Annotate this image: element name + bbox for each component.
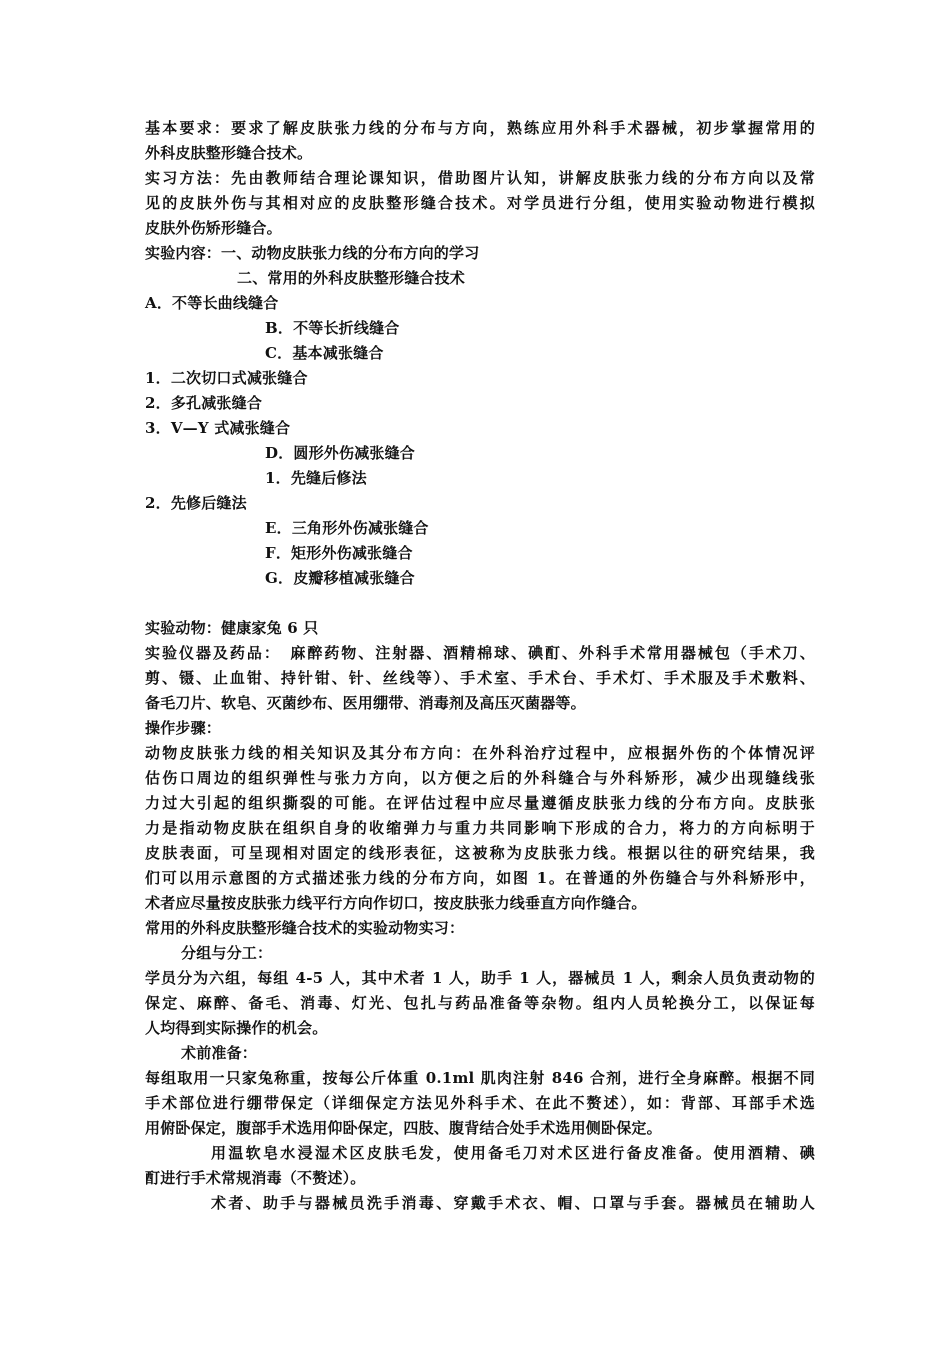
list-item: C．基本减张缝合 <box>265 344 384 362</box>
list-item: F．矩形外伤减张缝合 <box>265 544 413 562</box>
text-line: 动物皮肤张力线的相关知识及其分布方向：在外科治疗过程中，应根据外伤的个体情况评 <box>145 744 815 762</box>
text-line: 剪、镊、止血钳、持针钳、针、丝线等）、手术室、手术台、手术灯、手术服及手术敷料、 <box>145 669 815 687</box>
list-item: G．皮瓣移植减张缝合 <box>265 569 415 587</box>
list-item: 3．V—Y 式减张缝合 <box>145 419 291 437</box>
text-line: 酊进行手术常规消毒（不赘述）。 <box>145 1169 366 1187</box>
text-line: 基本要求：要求了解皮肤张力线的分布与方向，熟练应用外科手术器械，初步掌握常用的 <box>145 119 815 137</box>
section-heading: 常用的外科皮肤整形缝合技术的实验动物实习： <box>145 919 465 937</box>
list-item: B．不等长折线缝合 <box>265 319 400 337</box>
text-line: 保定、麻醉、备毛、消毒、灯光、包扎与药品准备等杂物。组内人员轮换分工，以保证每 <box>145 994 815 1012</box>
text-line: 估伤口周边的组织弹性与张力方向，以方便之后的外科缝合与外科矫形，减少出现缝线张 <box>145 769 815 787</box>
text-line: 皮肤表面，可呈现相对固定的线形表征，这被称为皮肤张力线。根据以往的研究结果，我 <box>145 844 815 862</box>
list-item: 2．多孔减张缝合 <box>145 394 263 412</box>
text-line: 人均得到实际操作的机会。 <box>145 1019 328 1037</box>
text-line: 术者、助手与器械员洗手消毒、穿戴手术衣、帽、口罩与手套。器械员在辅助人 <box>211 1194 815 1212</box>
section-heading: 二、常用的外科皮肤整形缝合技术 <box>237 269 466 287</box>
text-line: 备毛刀片、软皂、灭菌纱布、医用绷带、消毒剂及高压灭菌器等。 <box>145 694 586 712</box>
text-line: 用俯卧保定，腹部手术选用仰卧保定，四肢、腹背结合处手术选用侧卧保定。 <box>145 1119 662 1137</box>
list-item: 1．二次切口式减张缝合 <box>145 369 308 387</box>
text-line: 手术部位进行绷带保定（详细保定方法见外科手术、在此不赘述），如：背部、耳部手术选 <box>145 1094 815 1112</box>
list-item: 1．先缝后修法 <box>265 469 367 487</box>
text-line: 实验动物：健康家兔 6 只 <box>145 619 319 637</box>
text-line: 每组取用一只家兔称重，按每公斤体重 0.1ml 肌肉注射 846 合剂，进行全身麻醉。根据不同 <box>145 1069 815 1087</box>
text-line: 皮肤外伤矫形缝合。 <box>145 219 282 237</box>
text-line: 实习方法：先由教师结合理论课知识，借助图片认知，讲解皮肤张力线的分布方向以及常 <box>145 169 815 187</box>
text-line: 学员分为六组，每组 4-5 人，其中术者 1 人，助手 1 人，器械员 1 人，剩余人员负责动物的 <box>145 969 815 987</box>
subsection-heading: 分组与分工： <box>181 944 273 962</box>
text-line: 术者应尽量按皮肤张力线平行方向作切口，按皮肤张力线垂直方向作缝合。 <box>145 894 647 912</box>
text-line: 见的皮肤外伤与其相对应的皮肤整形缝合技术。对学员进行分组，使用实验动物进行模拟 <box>145 194 815 212</box>
text-line: 们可以用示意图的方式描述张力线的分布方向，如图 1。在普通的外伤缝合与外科矫形中， <box>145 869 815 887</box>
blank-line <box>145 591 815 616</box>
text-line: 用温软皂水浸湿术区皮肤毛发，使用备毛刀对术区进行备皮准备。使用酒精、碘 <box>211 1144 815 1162</box>
text-line: 力是指动物皮肤在组织自身的收缩弹力与重力共同影响下形成的合力，将力的方向标明于 <box>145 819 815 837</box>
text-line: 实验仪器及药品： 麻醉药物、注射器、酒精棉球、碘酊、外科手术常用器械包（手术刀、 <box>145 644 815 662</box>
section-heading: 操作步骤： <box>145 719 222 737</box>
list-item: D．圆形外伤减张缝合 <box>265 444 416 462</box>
text-line: 外科皮肤整形缝合技术。 <box>145 144 313 162</box>
document-body <box>145 116 815 1216</box>
subsection-heading: 术前准备： <box>181 1044 258 1062</box>
section-heading: 实验内容：一、动物皮肤张力线的分布方向的学习 <box>145 244 480 262</box>
list-item: E．三角形外伤减张缝合 <box>265 519 429 537</box>
list-item: A．不等长曲线缝合 <box>145 294 279 312</box>
text-line: 力过大引起的组织撕裂的可能。在评估过程中应尽量遵循皮肤张力线的分布方向。皮肤张 <box>145 794 815 812</box>
list-item: 2．先修后缝法 <box>145 494 247 512</box>
